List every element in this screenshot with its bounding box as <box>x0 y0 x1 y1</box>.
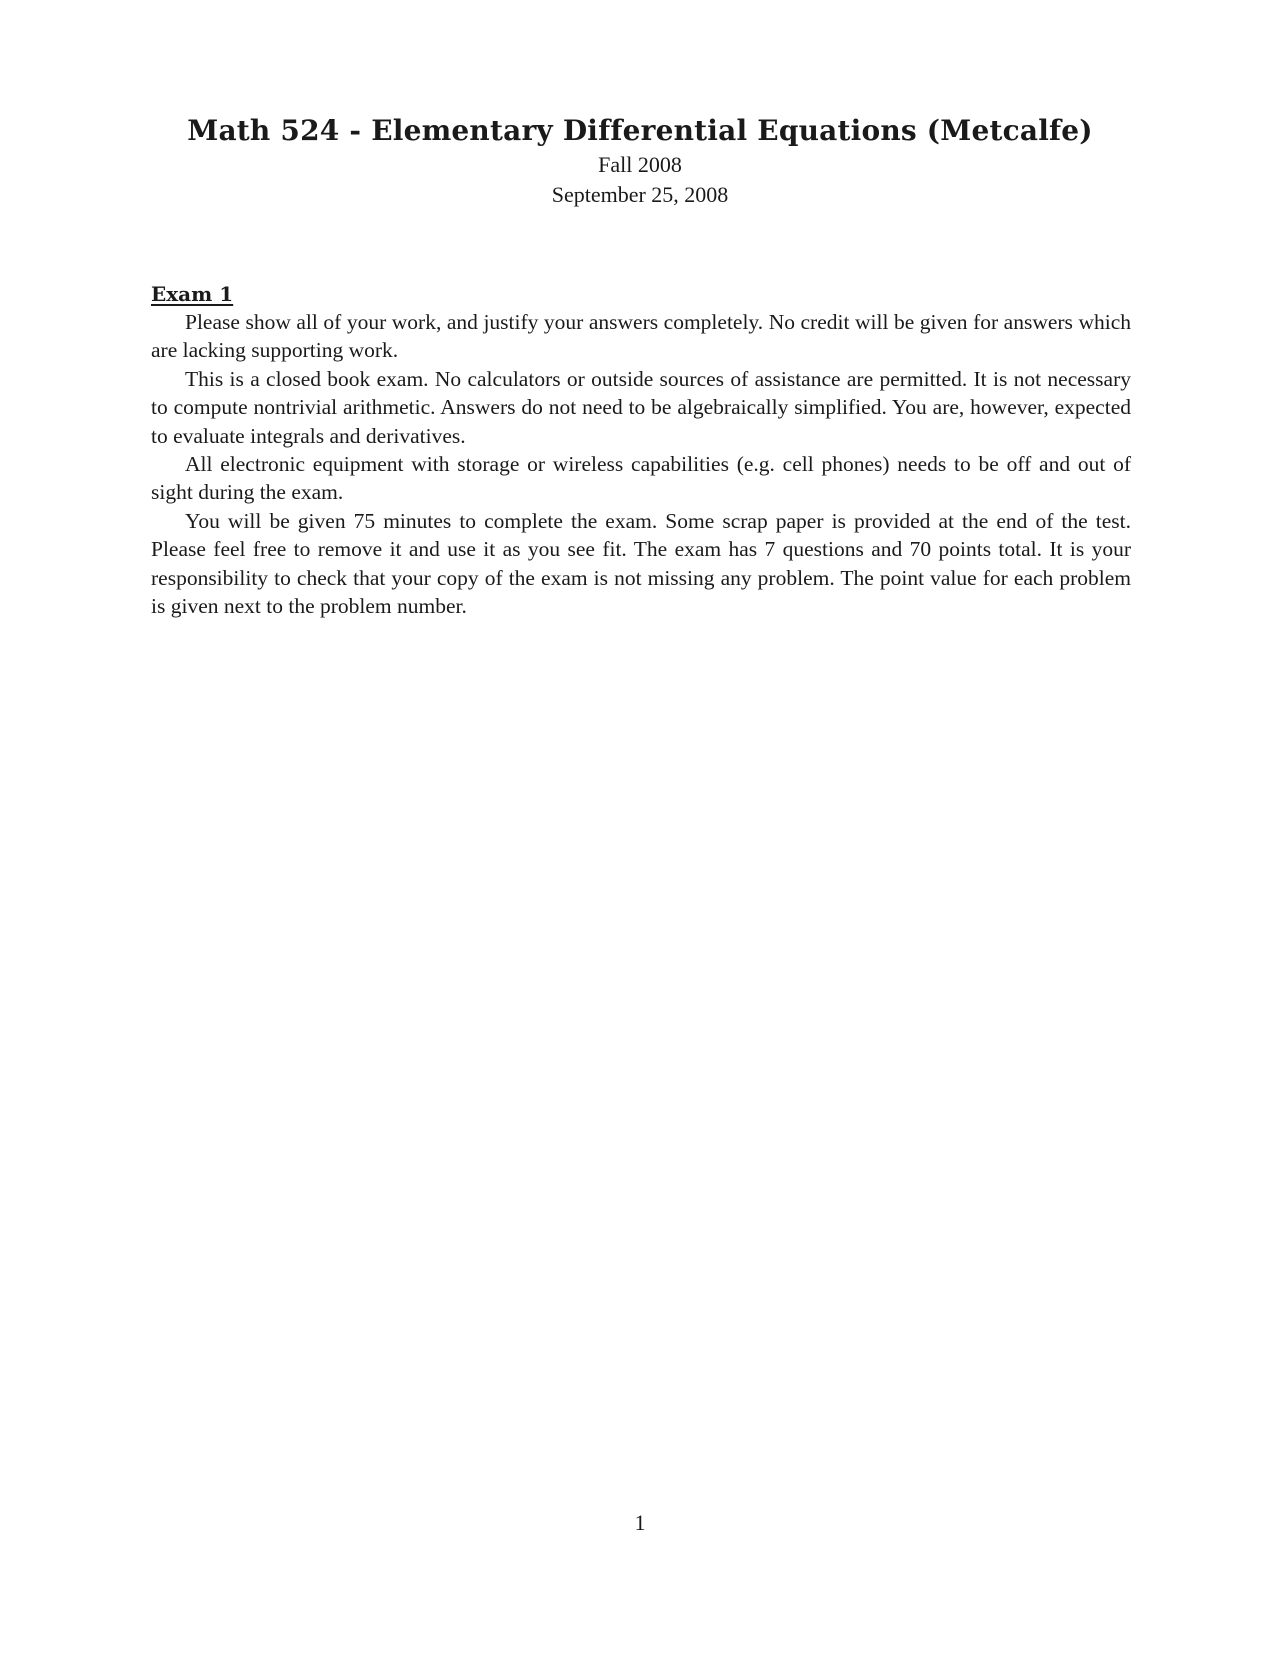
instruction-paragraph-electronics: All electronic equipment with storage or wireless capabilities (e.g. cell phones) needs to be off and out of sight during the exam. <box>151 452 1131 505</box>
instruction-paragraph-work: Please show all of your work, and justify your answers completely. No credit will be given for answers which are lacking supporting work. <box>151 310 1131 363</box>
document-title: Math 524 - Elementary Differential Equations (Metcalfe) <box>187 114 1093 147</box>
exam-heading: Exam 1 <box>151 282 234 306</box>
page-number: 1 <box>634 1510 646 1535</box>
instructions-section <box>151 280 1131 620</box>
exam-date: September 25, 2008 <box>551 182 729 207</box>
term: Fall 2008 <box>598 152 682 177</box>
instruction-paragraph-time: You will be given 75 minutes to complete the exam. Some scrap paper is provided at the end of the test. Please feel free to remove it and use it as you see fit. The exam has 7 questions and 70 points total. It is your responsibility to check that your copy of the exam is not missing any problem. The point value for each problem is given next to the problem number. <box>151 508 1131 619</box>
instruction-paragraph-closed-book: This is a closed book exam. No calculators or outside sources of assistance are permitted. It is not necessary to compute nontrivial arithmetic. Answers do not need to be algebraically simplified. You are, however, expected to evaluate integrals and derivatives. <box>151 366 1131 448</box>
document-header <box>0 112 1280 210</box>
